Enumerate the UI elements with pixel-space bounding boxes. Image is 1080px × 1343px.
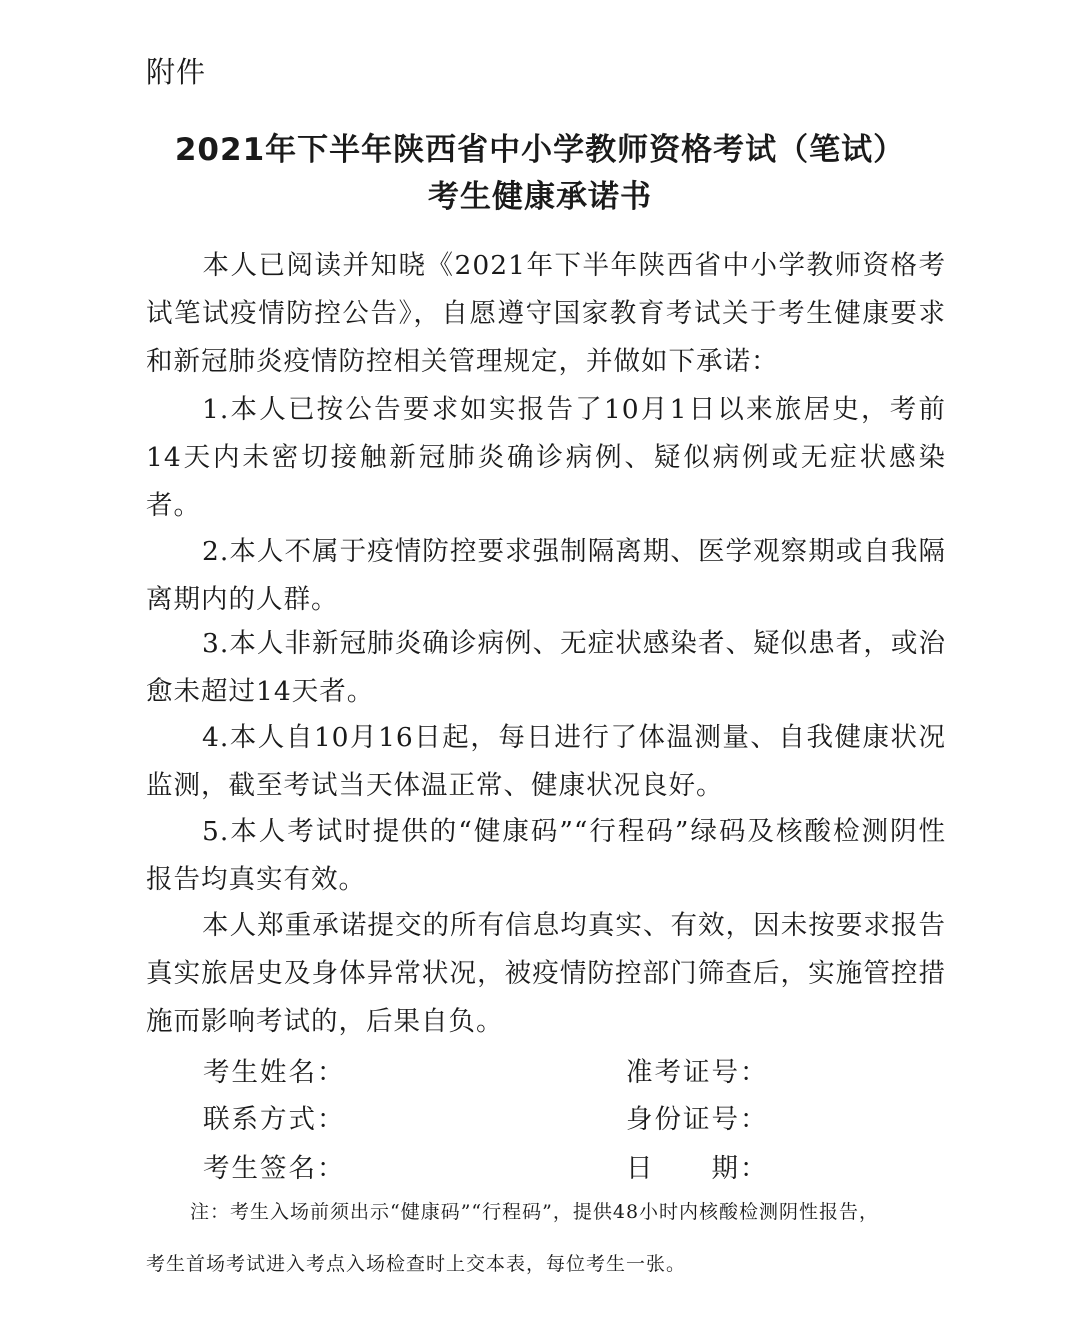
pledge-statement (146, 902, 946, 1046)
pledge-item-5-text: 5.本人考试时提供的“健康码”“行程码”绿码及核酸检测阴性报告均真实有效。 (146, 816, 946, 895)
document-subtitle: 考生健康承诺书 (428, 179, 652, 215)
field-contact: 联系方式： (203, 1104, 346, 1135)
footnote (146, 1186, 946, 1290)
intro-text: 本人已阅读并知晓《2021年下半年陕西省中小学教师资格考试笔试疫情防控公告》，自愿遵守国家教育考试关于考生健康要求和新冠肺炎疫情防控相关管理规定，并做如下承诺： (146, 250, 946, 377)
attachment-label: 附件 (146, 55, 207, 89)
pledge-item-3-text: 3.本人非新冠肺炎确诊病例、无症状感染者、疑似患者，或治愈未超过14天者。 (146, 628, 946, 707)
field-admission-number: 准考证号： (626, 1057, 769, 1088)
field-date: 日 期： (626, 1153, 769, 1184)
intro-paragraph (146, 242, 946, 386)
pledge-item-2 (146, 528, 946, 624)
document-title: 2021年下半年陕西省中小学教师资格考试（笔试） (174, 132, 906, 168)
footnote-line-2: 考生首场考试进入考点入场检查时上交本表，每位考生一张。 (146, 1253, 687, 1275)
pledge-item-2-text: 2.本人不属于疫情防控要求强制隔离期、医学观察期或自我隔离期内的人群。 (146, 536, 946, 615)
pledge-item-4 (146, 714, 946, 810)
pledge-item-1-text: 1.本人已按公告要求如实报告了10月1日以来旅居史，考前14天内未密切接触新冠肺炎确诊病例、疑似病例或无症状感染者。 (146, 394, 946, 521)
pledge-item-4-text: 4.本人自10月16日起，每日进行了体温测量、自我健康状况监测，截至考试当天体温正常、健康状况良好。 (146, 722, 946, 801)
pledge-item-5 (146, 808, 946, 904)
field-id-number: 身份证号： (626, 1104, 769, 1135)
pledge-statement-text: 本人郑重承诺提交的所有信息均真实、有效，因未按要求报告真实旅居史及身体异常状况，被疫情防控部门筛查后，实施管控措施而影响考试的，后果自负。 (146, 910, 946, 1037)
pledge-item-3 (146, 620, 946, 716)
field-candidate-name: 考生姓名： (203, 1057, 346, 1088)
field-signature: 考生签名： (203, 1153, 346, 1184)
footnote-line-1: 注：考生入场前须出示“健康码”“行程码”，提供48小时内核酸检测阴性报告， (190, 1201, 880, 1223)
pledge-item-1 (146, 386, 946, 530)
